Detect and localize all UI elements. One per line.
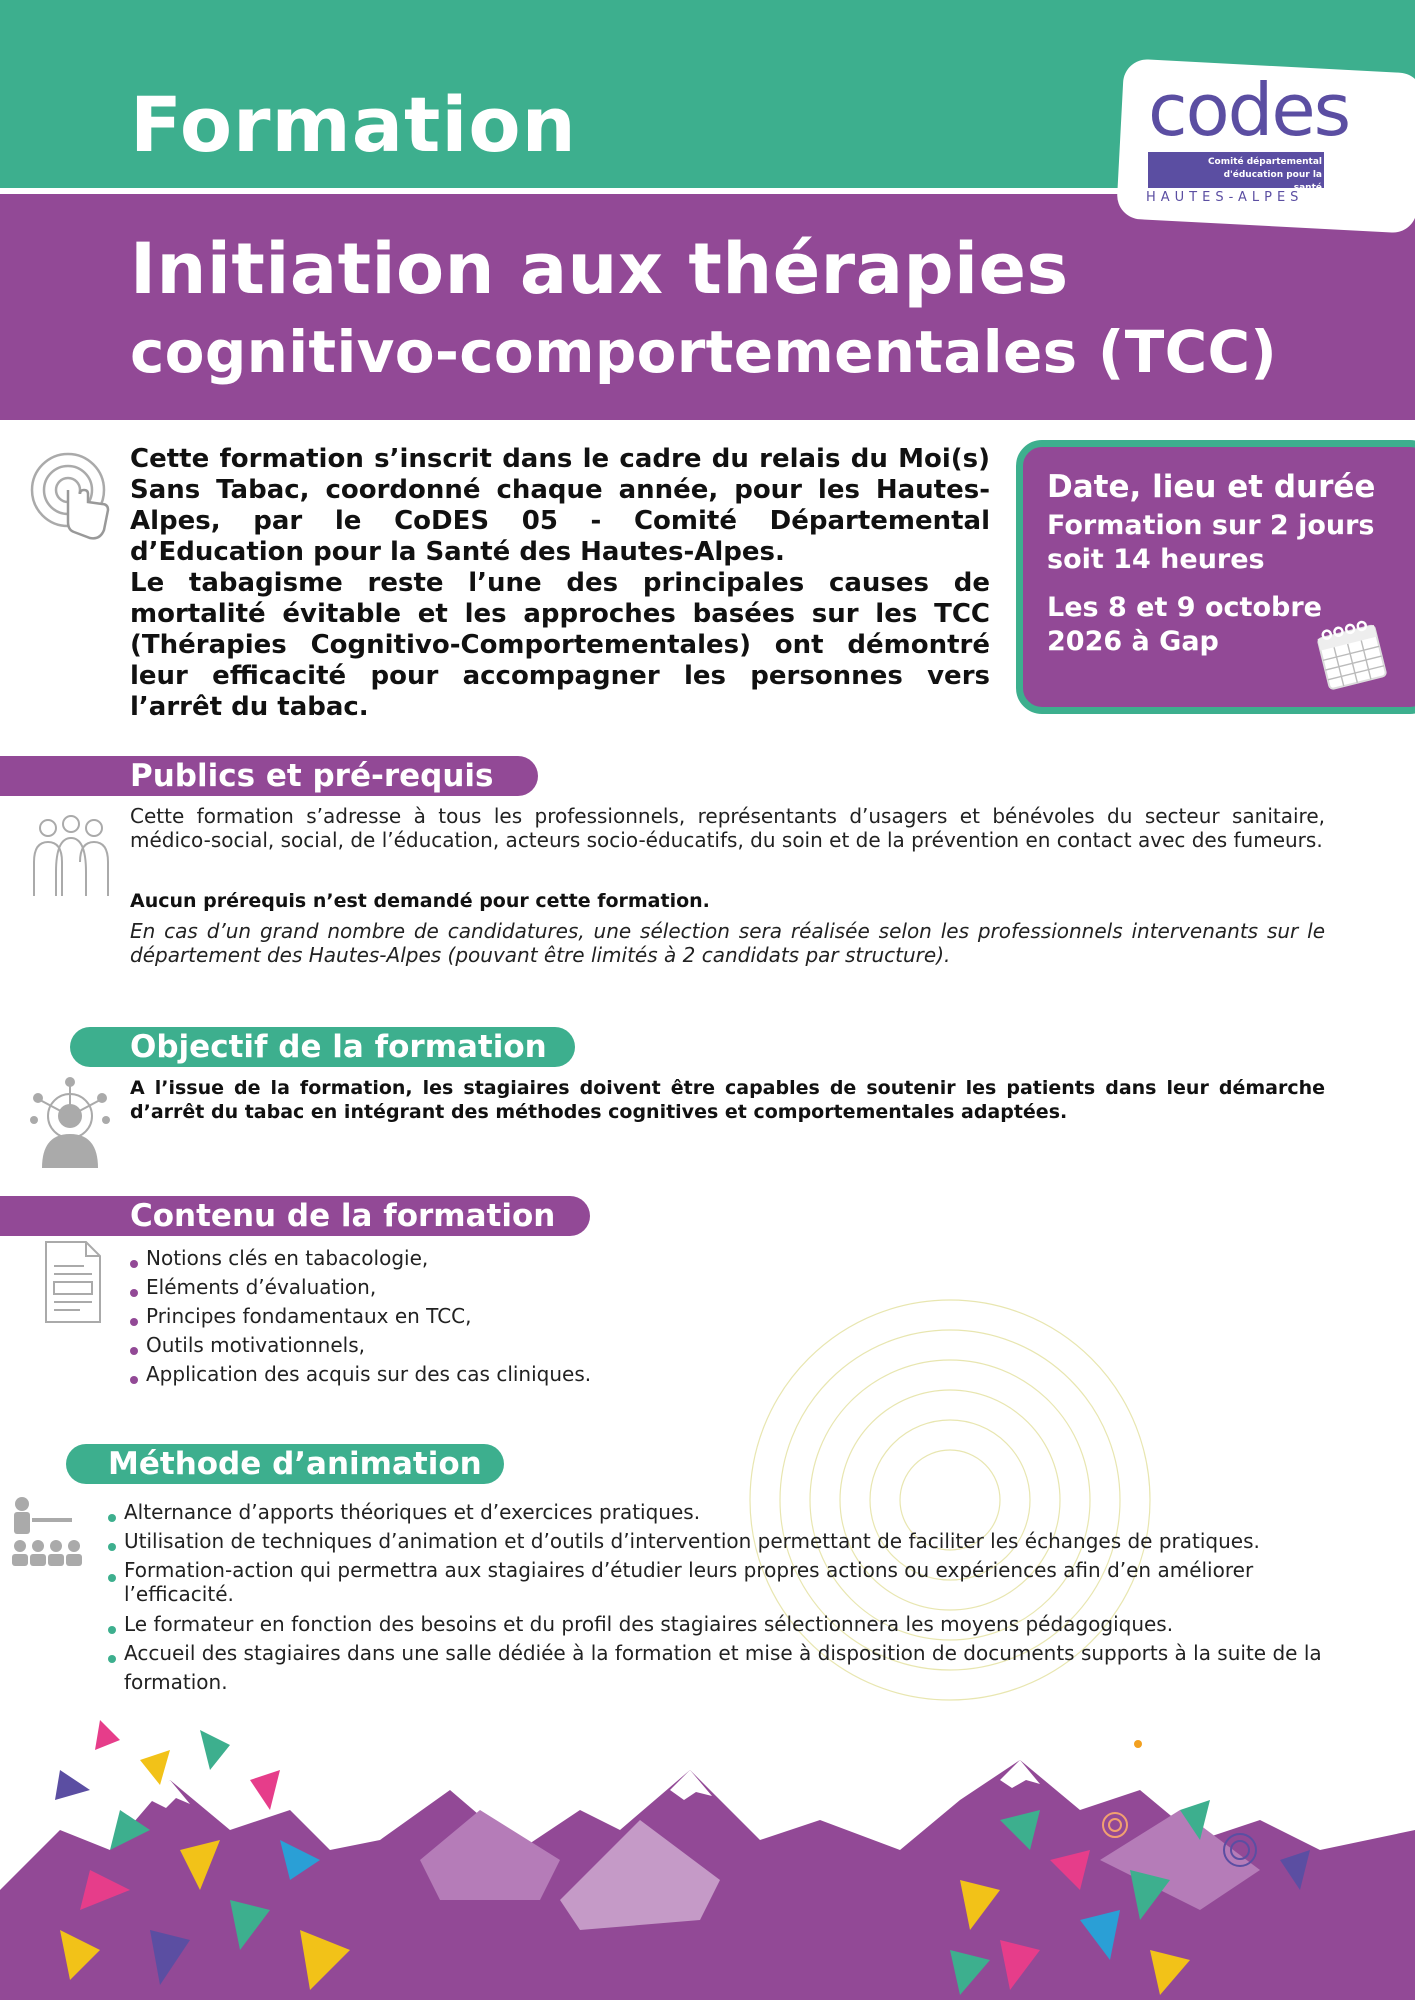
list-item: Accueil des stagiaires dans une salle dédiée à la formation et mise à disposition de documents supports à la suite de la formation.	[108, 1639, 1328, 1697]
contenu-heading-text: Contenu de la formation	[130, 1198, 556, 1234]
calendar-icon	[1313, 617, 1393, 695]
document-icon	[44, 1240, 102, 1324]
objectif-text: A l’issue de la formation, les stagiaires doivent être capables de soutenir les patients dans leur démarche d’arrêt du tabac en intégrant des méthodes cognitives et comportementales adaptées.	[130, 1077, 1325, 1123]
list-item: Utilisation de techniques d’animation et d’outils d’intervention permettant de faciliter les échanges de pratiques.	[108, 1527, 1328, 1556]
logo-subtitle-line1: Comité départemental	[1207, 157, 1322, 167]
publics-heading	[0, 756, 538, 796]
date-box-title: Date, lieu et durée	[1047, 469, 1376, 505]
list-item: Le formateur en fonction des besoins et du profil des stagiaires sélectionnera les moyens pédagogiques.	[108, 1610, 1328, 1639]
logo-region: HAUTES-ALPES	[1146, 190, 1304, 205]
page-title-line2: cognitivo-comportementales (TCC)	[130, 318, 1278, 386]
logo-subtitle-line2: d'éducation pour la santé	[1223, 170, 1322, 193]
network-person-icon	[28, 1076, 112, 1168]
list-item: Principes fondamentaux en TCC,	[130, 1302, 591, 1331]
list-item: Formation-action qui permettra aux stagiaires d’étudier leurs propres actions ou expériences afin d’en améliorer l’efficacité.	[108, 1558, 1328, 1606]
methode-list	[108, 1498, 1328, 1697]
list-item: Outils motivationnels,	[130, 1331, 591, 1360]
touch-hand-icon	[28, 450, 120, 550]
intro-paragraph-2: Le tabagisme reste l’une des principales causes de mortalité évitable et les approches basées sur les TCC (Thérapies Cognitivo-Comportementales) ont démontré leur efficacité pour accompagner les personnes vers l’arrêt du tabac.	[130, 568, 990, 722]
contenu-list	[130, 1244, 591, 1389]
prereq-text: Aucun prérequis n’est demandé pour cette formation.	[130, 890, 710, 912]
group-people-icon	[28, 812, 114, 898]
list-item: Alternance d’apports théoriques et d’exercices pratiques.	[108, 1498, 1328, 1527]
intro-paragraph-1: Cette formation s’inscrit dans le cadre du relais du Moi(s) Sans Tabac, coordonné chaque année, pour les Hautes-Alpes, par le CoDES 05 - Comité Départemental d’Education pour la Santé des Hautes-Alpes.	[130, 444, 990, 567]
methode-heading	[66, 1444, 504, 1484]
objectif-heading	[70, 1027, 575, 1067]
formation-label: Formation	[130, 80, 577, 169]
list-item: Application des acquis sur des cas cliniques.	[130, 1360, 591, 1389]
classroom-icon	[6, 1496, 88, 1570]
intro-text	[130, 444, 990, 723]
footer-mountains-illustration	[0, 1700, 1415, 2000]
contenu-heading	[0, 1196, 590, 1236]
publics-heading-text: Publics et pré-requis	[130, 758, 494, 794]
objectif-heading-text: Objectif de la formation	[130, 1029, 547, 1065]
publics-text: Cette formation s’adresse à tous les professionnels, représentants d’usagers et bénévoles du secteur sanitaire, médico-social, social, de l’éducation, acteurs socio-éducatifs, du soin et de la prévention en contact avec des fumeurs.	[130, 804, 1325, 852]
date-box-duration: Formation sur 2 jours soit 14 heures	[1047, 510, 1375, 575]
codes-logo: codes	[1148, 68, 1350, 152]
list-item: Notions clés en tabacologie,	[130, 1244, 591, 1273]
methode-heading-text: Méthode d’animation	[108, 1446, 482, 1482]
date-box-when-where: Les 8 et 9 octobre 2026 à Gap	[1047, 592, 1322, 657]
selection-note: En cas d’un grand nombre de candidatures, une sélection sera réalisée selon les professionnels intervenants sur le département des Hautes-Alpes (pouvant être limités à 2 candidats par structure).	[130, 919, 1325, 967]
page-title-line1: Initiation aux thérapies	[130, 228, 1069, 310]
date-info-box	[1016, 440, 1415, 714]
list-item: Eléments d’évaluation,	[130, 1273, 591, 1302]
